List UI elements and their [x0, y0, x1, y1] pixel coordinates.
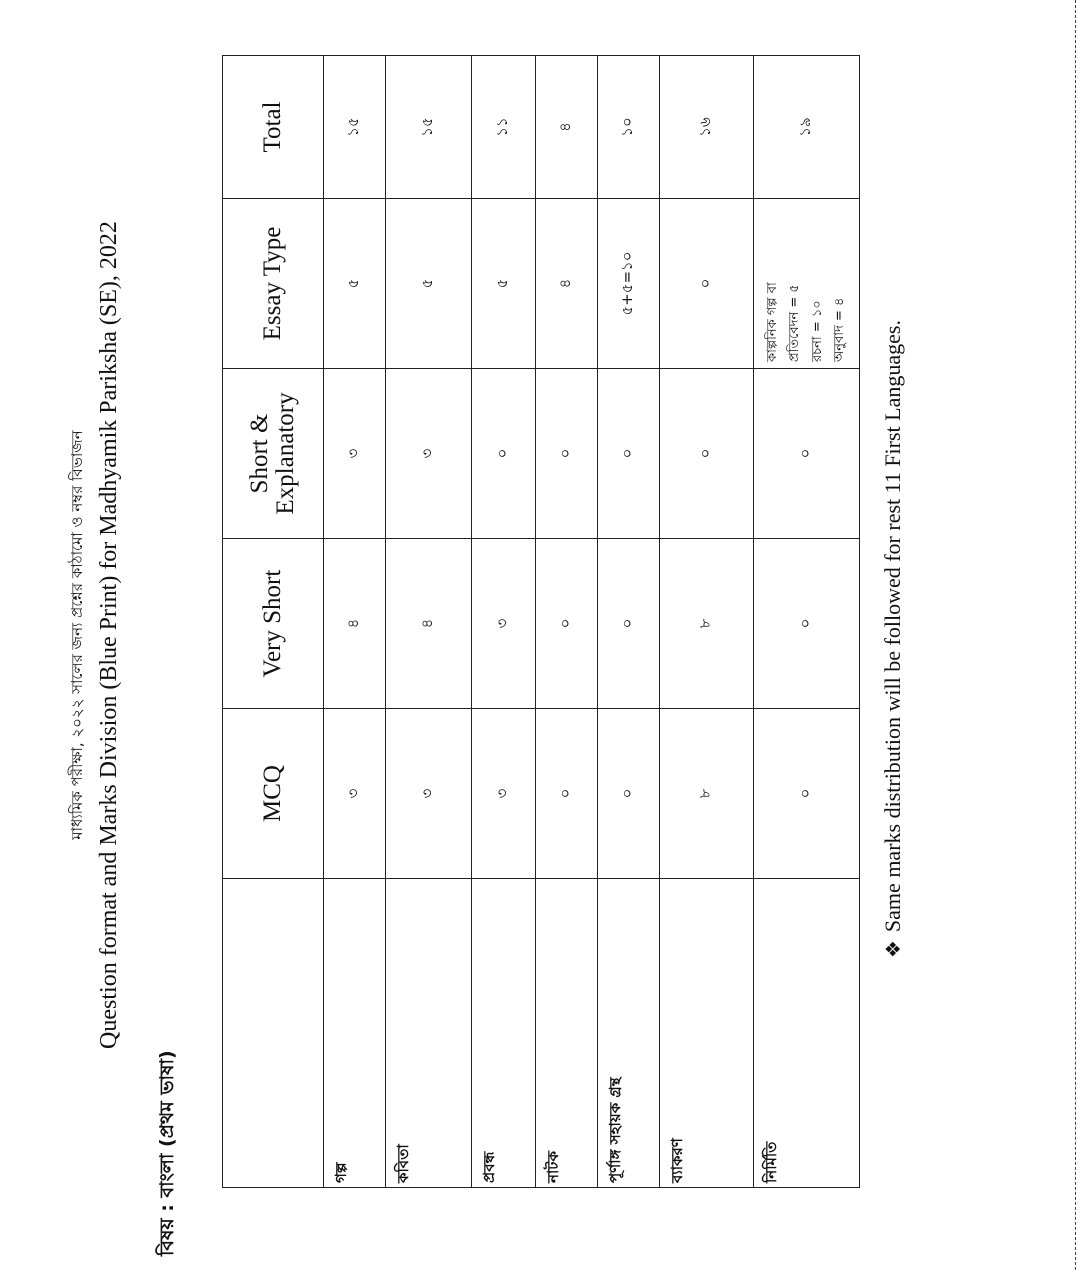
- cell-very-short: ০: [536, 539, 598, 709]
- cell-mcq: ৩: [386, 709, 472, 879]
- row-topic: কবিতা: [386, 879, 472, 1188]
- cell-short: ০: [472, 369, 536, 539]
- marks-table: [222, 55, 860, 1188]
- essay-line: অনুবাদ = ৪: [831, 297, 847, 362]
- row-topic: নাটক: [536, 879, 598, 1188]
- cell-very-short: ৪: [386, 539, 472, 709]
- cell-essay: ৫: [324, 199, 386, 369]
- subject-title: বিষয় : বাংলা (প্রথম ভাষা): [156, 1050, 178, 1256]
- essay-line: রচনা = ১০: [809, 300, 825, 362]
- cell-total: ১১: [472, 56, 536, 199]
- cell-essay: ৫+৫=১০: [598, 199, 660, 369]
- cell-essay: ০: [660, 199, 754, 369]
- cell-mcq: ৩: [472, 709, 536, 879]
- table-header-row: [223, 56, 324, 1188]
- col-header-mcq: MCQ: [223, 709, 324, 879]
- cell-essay: ৫: [472, 199, 536, 369]
- table-row: [386, 56, 472, 1188]
- table-row: [324, 56, 386, 1188]
- col-header-very-short: Very Short: [223, 539, 324, 709]
- table-row: [598, 56, 660, 1188]
- col-header-short: Short & Explanatory: [223, 369, 324, 539]
- table-row: [660, 56, 754, 1188]
- cell-total: ১০: [598, 56, 660, 199]
- cell-total: ১৫: [386, 56, 472, 199]
- cell-total: ১৫: [324, 56, 386, 199]
- diamond-bullet-icon: ❖: [881, 940, 905, 958]
- footnote-text: Same marks distribution will be followed for rest 11 First Languages.: [880, 320, 905, 933]
- row-topic: পূর্ণাঙ্গ সহায়ক গ্রন্থ: [598, 879, 660, 1188]
- page-edge-rule: [1075, 0, 1076, 1270]
- header-bengali: মাধ্যমিক পরীক্ষা, ২০২২ সালের জন্য প্রশ্নের কাঠামো ও নম্বর বিভাজন: [68, 430, 86, 840]
- cell-mcq: ৮: [660, 709, 754, 879]
- cell-essay: ৫: [386, 199, 472, 369]
- cell-short: ০: [660, 369, 754, 539]
- cell-mcq: ০: [754, 709, 860, 879]
- cell-mcq: ০: [598, 709, 660, 879]
- cell-mcq: ৩: [324, 709, 386, 879]
- cell-very-short: ০: [598, 539, 660, 709]
- cell-total: ১৯: [754, 56, 860, 199]
- essay-line: প্রতিবেদন = ৫: [787, 284, 803, 362]
- cell-mcq: ০: [536, 709, 598, 879]
- table-row: [472, 56, 536, 1188]
- header-english: Question format and Marks Division (Blue Print) for Madhyamik Pariksha (SE), 2022: [96, 221, 122, 1049]
- cell-total: ১৬: [660, 56, 754, 199]
- essay-line: কাল্পনিক গল্প বা: [765, 282, 781, 362]
- row-topic: গল্প: [324, 879, 386, 1188]
- cell-short: ৩: [324, 369, 386, 539]
- cell-total: ৪: [536, 56, 598, 199]
- cell-very-short: ৩: [472, 539, 536, 709]
- cell-very-short: ০: [754, 539, 860, 709]
- row-topic: নির্মিতি: [754, 879, 860, 1188]
- cell-short: ০: [598, 369, 660, 539]
- cell-short: ০: [536, 369, 598, 539]
- footnote: [880, 320, 906, 958]
- table-row: [536, 56, 598, 1188]
- cell-essay: ৪: [536, 199, 598, 369]
- cell-essay-breakdown: [754, 199, 860, 369]
- row-topic: ব্যাকরণ: [660, 879, 754, 1188]
- table-row: [754, 56, 860, 1188]
- col-header-topic: [223, 879, 324, 1188]
- col-header-essay: Essay Type: [223, 199, 324, 369]
- cell-very-short: ৮: [660, 539, 754, 709]
- cell-short: ৩: [386, 369, 472, 539]
- cell-very-short: ৪: [324, 539, 386, 709]
- col-header-total: Total: [223, 56, 324, 199]
- row-topic: প্রবন্ধ: [472, 879, 536, 1188]
- cell-short: ০: [754, 369, 860, 539]
